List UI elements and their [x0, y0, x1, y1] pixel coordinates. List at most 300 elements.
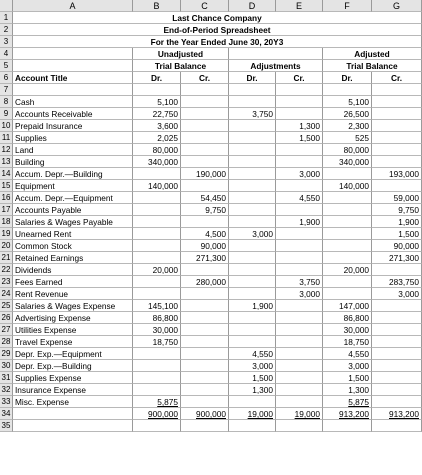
adj-cr[interactable] — [276, 108, 323, 120]
adj-cr[interactable] — [276, 360, 323, 372]
unadj-cr[interactable] — [181, 336, 229, 348]
atb-cr[interactable] — [372, 108, 422, 120]
account-row — [0, 180, 422, 192]
adj-dr[interactable]: 1,900 — [229, 300, 276, 312]
account-title[interactable]: Prepaid Insurance — [13, 120, 133, 132]
totals-row — [0, 408, 422, 420]
unadj-dr[interactable]: 3,600 — [133, 120, 181, 132]
sheet-row — [0, 420, 422, 432]
atb-dr[interactable] — [323, 192, 372, 204]
account-title[interactable]: Accum. Depr.—Equipment — [13, 192, 133, 204]
unadj-cr[interactable]: 271,300 — [181, 252, 229, 264]
unadj-cr[interactable] — [181, 108, 229, 120]
cell[interactable] — [133, 84, 181, 96]
row-number[interactable]: 27 — [0, 324, 13, 336]
account-title[interactable]: Equipment — [13, 180, 133, 192]
unadj-dr[interactable]: 18,750 — [133, 336, 181, 348]
unadj-dr[interactable] — [133, 168, 181, 180]
account-title[interactable]: Advertising Expense — [13, 312, 133, 324]
cell[interactable] — [181, 84, 229, 96]
adj-cr[interactable] — [276, 156, 323, 168]
account-title[interactable]: Salaries & Wages Payable — [13, 216, 133, 228]
cr-header[interactable]: Cr. — [372, 72, 422, 84]
cell[interactable] — [13, 420, 133, 432]
atb-dr[interactable] — [323, 240, 372, 252]
atb-dr[interactable] — [323, 168, 372, 180]
cell[interactable] — [372, 420, 422, 432]
total-atb-dr[interactable]: 913,200 — [323, 408, 372, 420]
total-adj-cr[interactable]: 19,000 — [276, 408, 323, 420]
unadj-cr[interactable] — [181, 300, 229, 312]
atb-cr[interactable] — [372, 336, 422, 348]
row-number[interactable]: 33 — [0, 396, 13, 408]
cell[interactable] — [323, 84, 372, 96]
account-row — [0, 360, 422, 372]
atb-cr[interactable] — [372, 372, 422, 384]
atb-dr[interactable]: 5,100 — [323, 96, 372, 108]
account-row — [0, 348, 422, 360]
account-row — [0, 108, 422, 120]
total-unadj-dr[interactable]: 900,000 — [133, 408, 181, 420]
unadj-dr[interactable]: 20,000 — [133, 264, 181, 276]
row-number[interactable]: 6 — [0, 72, 13, 84]
total-adj-dr[interactable]: 19,000 — [229, 408, 276, 420]
row-number[interactable]: 26 — [0, 312, 13, 324]
unadj-cr[interactable] — [181, 384, 229, 396]
sheet-row — [0, 12, 422, 24]
unadj-cr[interactable] — [181, 216, 229, 228]
atb-cr[interactable] — [372, 384, 422, 396]
row-number[interactable]: 31 — [0, 372, 13, 384]
adj-cr[interactable] — [276, 348, 323, 360]
adj-cr[interactable] — [276, 240, 323, 252]
adj-cr[interactable]: 1,300 — [276, 120, 323, 132]
account-row — [0, 132, 422, 144]
adj-dr[interactable] — [229, 204, 276, 216]
atb-cr[interactable] — [372, 312, 422, 324]
account-title[interactable]: Supplies — [13, 132, 133, 144]
column-header-b[interactable]: B — [133, 0, 181, 12]
cell[interactable] — [229, 84, 276, 96]
row-number[interactable]: 29 — [0, 348, 13, 360]
atb-dr[interactable]: 86,800 — [323, 312, 372, 324]
cell[interactable] — [181, 420, 229, 432]
adj-cr[interactable] — [276, 384, 323, 396]
atb-dr[interactable]: 140,000 — [323, 180, 372, 192]
adj-dr[interactable] — [229, 396, 276, 408]
unadj-cr[interactable]: 54,450 — [181, 192, 229, 204]
row-number[interactable]: 20 — [0, 240, 13, 252]
atb-dr[interactable] — [323, 252, 372, 264]
account-title[interactable]: Accum. Depr.—Building — [13, 168, 133, 180]
atb-cr[interactable] — [372, 156, 422, 168]
cell[interactable] — [276, 420, 323, 432]
unadj-dr[interactable]: 80,000 — [133, 144, 181, 156]
account-title[interactable]: Insurance Expense — [13, 384, 133, 396]
account-title[interactable]: Fees Earned — [13, 276, 133, 288]
cell[interactable] — [13, 408, 133, 420]
unadj-dr[interactable] — [133, 204, 181, 216]
adj-dr[interactable]: 3,750 — [229, 108, 276, 120]
atb-dr[interactable]: 4,550 — [323, 348, 372, 360]
unadj-dr[interactable]: 86,800 — [133, 312, 181, 324]
row-number[interactable]: 10 — [0, 120, 13, 132]
column-header-a[interactable]: A — [13, 0, 133, 12]
account-title[interactable]: Accounts Receivable — [13, 108, 133, 120]
row-number[interactable]: 17 — [0, 204, 13, 216]
atb-cr[interactable]: 283,750 — [372, 276, 422, 288]
unadj-dr[interactable] — [133, 384, 181, 396]
column-header-c[interactable]: C — [181, 0, 229, 12]
unadj-dr[interactable] — [133, 252, 181, 264]
adj-dr[interactable] — [229, 276, 276, 288]
row-number[interactable]: 21 — [0, 252, 13, 264]
column-header-row — [0, 0, 422, 12]
adj-dr[interactable] — [229, 264, 276, 276]
unadj-dr[interactable] — [133, 360, 181, 372]
adj-dr[interactable] — [229, 312, 276, 324]
cell[interactable] — [13, 48, 133, 60]
account-row — [0, 192, 422, 204]
account-row — [0, 312, 422, 324]
company-name[interactable]: Last Chance Company — [13, 12, 422, 24]
adj-cr[interactable] — [276, 372, 323, 384]
atb-cr[interactable] — [372, 360, 422, 372]
account-title[interactable]: Salaries & Wages Expense — [13, 300, 133, 312]
unadj-cr[interactable] — [181, 360, 229, 372]
period-line[interactable]: For the Year Ended June 30, 20Y3 — [13, 36, 422, 48]
sheet-row — [0, 84, 422, 96]
unadj-cr[interactable] — [181, 372, 229, 384]
account-row — [0, 156, 422, 168]
atb-dr[interactable]: 3,000 — [323, 360, 372, 372]
unadj-dr[interactable]: 22,750 — [133, 108, 181, 120]
row-number[interactable]: 35 — [0, 420, 13, 432]
account-title[interactable]: Land — [13, 144, 133, 156]
row-number[interactable]: 12 — [0, 144, 13, 156]
adj-dr[interactable] — [229, 336, 276, 348]
atb-cr[interactable] — [372, 96, 422, 108]
column-header-f[interactable]: F — [323, 0, 372, 12]
unadj-cr[interactable] — [181, 120, 229, 132]
dr-header[interactable]: Dr. — [229, 72, 276, 84]
row-number[interactable]: 14 — [0, 168, 13, 180]
account-title-header[interactable]: Account Title — [13, 72, 133, 84]
account-row — [0, 252, 422, 264]
atb-dr[interactable]: 147,000 — [323, 300, 372, 312]
row-number[interactable]: 32 — [0, 384, 13, 396]
account-title[interactable]: Dividends — [13, 264, 133, 276]
adj-cr[interactable] — [276, 204, 323, 216]
cr-header[interactable]: Cr. — [181, 72, 229, 84]
atb-cr[interactable] — [372, 132, 422, 144]
atb-cr[interactable] — [372, 120, 422, 132]
adj-dr[interactable] — [229, 240, 276, 252]
unadj-cr[interactable] — [181, 324, 229, 336]
account-title[interactable]: Depr. Exp.—Equipment — [13, 348, 133, 360]
adj-dr[interactable] — [229, 288, 276, 300]
atb-dr[interactable] — [323, 216, 372, 228]
row-number[interactable]: 24 — [0, 288, 13, 300]
adj-dr[interactable]: 3,000 — [229, 228, 276, 240]
atb-cr[interactable] — [372, 324, 422, 336]
adj-cr[interactable] — [276, 180, 323, 192]
account-row — [0, 96, 422, 108]
sheet-row — [0, 36, 422, 48]
account-row — [0, 204, 422, 216]
row-number[interactable]: 16 — [0, 192, 13, 204]
atb-cr[interactable]: 1,500 — [372, 228, 422, 240]
adj-cr[interactable] — [276, 252, 323, 264]
account-title[interactable]: Retained Earnings — [13, 252, 133, 264]
adj-cr[interactable] — [276, 312, 323, 324]
adj-dr[interactable] — [229, 180, 276, 192]
unadj-cr[interactable]: 190,000 — [181, 168, 229, 180]
adjustments-header[interactable]: Adjustments — [229, 60, 323, 72]
atb-dr[interactable]: 20,000 — [323, 264, 372, 276]
adj-dr[interactable]: 4,550 — [229, 348, 276, 360]
account-title[interactable]: Supplies Expense — [13, 372, 133, 384]
row-number[interactable]: 2 — [0, 24, 13, 36]
row-number[interactable]: 1 — [0, 12, 13, 24]
account-row — [0, 372, 422, 384]
adj-dr[interactable] — [229, 132, 276, 144]
account-row — [0, 288, 422, 300]
unadj-dr[interactable]: 2,025 — [133, 132, 181, 144]
atb-cr[interactable]: 193,000 — [372, 168, 422, 180]
dr-header[interactable]: Dr. — [323, 72, 372, 84]
adj-cr[interactable] — [276, 264, 323, 276]
account-row — [0, 264, 422, 276]
row-number[interactable]: 11 — [0, 132, 13, 144]
atb-cr[interactable] — [372, 144, 422, 156]
adj-dr[interactable] — [229, 120, 276, 132]
unadj-cr[interactable]: 9,750 — [181, 204, 229, 216]
atb-dr[interactable]: 1,500 — [323, 372, 372, 384]
column-header-e[interactable]: E — [276, 0, 323, 12]
unadj-dr[interactable] — [133, 288, 181, 300]
row-number[interactable]: 23 — [0, 276, 13, 288]
adj-cr[interactable]: 1,900 — [276, 216, 323, 228]
account-title[interactable]: Common Stock — [13, 240, 133, 252]
adj-cr[interactable]: 4,550 — [276, 192, 323, 204]
adjusted-header[interactable]: Adjusted — [323, 48, 422, 60]
account-row — [0, 324, 422, 336]
account-title[interactable]: Rent Revenue — [13, 288, 133, 300]
unadj-dr[interactable]: 5,100 — [133, 96, 181, 108]
row-number[interactable]: 5 — [0, 60, 13, 72]
adj-dr[interactable]: 3,000 — [229, 360, 276, 372]
account-title[interactable]: Depr. Exp.—Building — [13, 360, 133, 372]
dr-header[interactable]: Dr. — [133, 72, 181, 84]
unadj-dr[interactable]: 30,000 — [133, 324, 181, 336]
unadj-dr[interactable] — [133, 276, 181, 288]
row-number[interactable]: 28 — [0, 336, 13, 348]
account-row — [0, 276, 422, 288]
atb-cr[interactable] — [372, 300, 422, 312]
row-number[interactable]: 9 — [0, 108, 13, 120]
unadj-cr[interactable] — [181, 312, 229, 324]
sheet-row — [0, 48, 422, 60]
unadj-dr[interactable] — [133, 240, 181, 252]
account-row — [0, 240, 422, 252]
atb-cr[interactable]: 9,750 — [372, 204, 422, 216]
unadj-cr[interactable] — [181, 288, 229, 300]
row-number[interactable]: 30 — [0, 360, 13, 372]
adj-dr[interactable] — [229, 156, 276, 168]
atb-cr[interactable]: 271,300 — [372, 252, 422, 264]
account-row — [0, 384, 422, 396]
adj-cr[interactable] — [276, 396, 323, 408]
account-row — [0, 216, 422, 228]
account-row — [0, 228, 422, 240]
atb-dr[interactable]: 18,750 — [323, 336, 372, 348]
unadj-cr[interactable] — [181, 96, 229, 108]
unadj-cr[interactable] — [181, 348, 229, 360]
atb-dr[interactable]: 525 — [323, 132, 372, 144]
adj-cr[interactable] — [276, 336, 323, 348]
account-row — [0, 168, 422, 180]
adj-cr[interactable] — [276, 96, 323, 108]
account-row — [0, 300, 422, 312]
atb-dr[interactable]: 26,500 — [323, 108, 372, 120]
unadj-cr[interactable] — [181, 180, 229, 192]
account-row — [0, 120, 422, 132]
account-row — [0, 144, 422, 156]
account-row — [0, 336, 422, 348]
cell[interactable] — [133, 420, 181, 432]
account-title[interactable]: Utilities Expense — [13, 324, 133, 336]
row-number[interactable]: 18 — [0, 216, 13, 228]
cell[interactable] — [229, 420, 276, 432]
unadj-cr[interactable]: 280,000 — [181, 276, 229, 288]
adj-cr[interactable]: 3,000 — [276, 288, 323, 300]
row-number[interactable]: 8 — [0, 96, 13, 108]
unadjusted-trial-balance-header[interactable]: Trial Balance — [133, 60, 229, 72]
atb-cr[interactable]: 90,000 — [372, 240, 422, 252]
column-header-d[interactable]: D — [229, 0, 276, 12]
adj-dr[interactable] — [229, 96, 276, 108]
row-number[interactable]: 25 — [0, 300, 13, 312]
adj-dr[interactable]: 1,300 — [229, 384, 276, 396]
cell[interactable] — [276, 84, 323, 96]
adj-dr[interactable] — [229, 252, 276, 264]
row-number[interactable]: 3 — [0, 36, 13, 48]
cell[interactable] — [13, 60, 133, 72]
unadj-dr[interactable]: 140,000 — [133, 180, 181, 192]
atb-cr[interactable] — [372, 396, 422, 408]
atb-cr[interactable] — [372, 180, 422, 192]
unadj-dr[interactable]: 340,000 — [133, 156, 181, 168]
account-title[interactable]: Cash — [13, 96, 133, 108]
atb-dr[interactable] — [323, 288, 372, 300]
cr-header[interactable]: Cr. — [276, 72, 323, 84]
unadj-dr[interactable]: 5,875 — [133, 396, 181, 408]
row-number[interactable]: 13 — [0, 156, 13, 168]
unadj-dr[interactable] — [133, 348, 181, 360]
adj-cr[interactable]: 3,000 — [276, 168, 323, 180]
adj-dr[interactable] — [229, 324, 276, 336]
unadj-cr[interactable]: 90,000 — [181, 240, 229, 252]
atb-cr[interactable] — [372, 264, 422, 276]
account-title[interactable]: Building — [13, 156, 133, 168]
atb-dr[interactable]: 1,300 — [323, 384, 372, 396]
unadj-cr[interactable] — [181, 156, 229, 168]
account-title[interactable]: Unearned Rent — [13, 228, 133, 240]
unadjusted-header[interactable]: Unadjusted — [133, 48, 229, 60]
unadj-dr[interactable]: 145,100 — [133, 300, 181, 312]
atb-dr[interactable]: 80,000 — [323, 144, 372, 156]
adj-cr[interactable] — [276, 228, 323, 240]
account-title[interactable]: Misc. Expense — [13, 396, 133, 408]
adj-dr[interactable] — [229, 168, 276, 180]
adj-cr[interactable] — [276, 324, 323, 336]
unadj-dr[interactable] — [133, 192, 181, 204]
atb-cr[interactable]: 1,900 — [372, 216, 422, 228]
atb-dr[interactable]: 5,875 — [323, 396, 372, 408]
atb-dr[interactable] — [323, 204, 372, 216]
atb-cr[interactable]: 59,000 — [372, 192, 422, 204]
adj-cr[interactable] — [276, 300, 323, 312]
unadj-cr[interactable] — [181, 132, 229, 144]
unadj-cr[interactable] — [181, 144, 229, 156]
cell[interactable] — [13, 84, 133, 96]
sheet-title[interactable]: End-of-Period Spreadsheet — [13, 24, 422, 36]
unadj-cr[interactable] — [181, 396, 229, 408]
column-header-g[interactable]: G — [372, 0, 422, 12]
row-number[interactable]: 34 — [0, 408, 13, 420]
row-number[interactable]: 19 — [0, 228, 13, 240]
cell[interactable] — [323, 420, 372, 432]
row-number[interactable]: 4 — [0, 48, 13, 60]
atb-cr[interactable]: 3,000 — [372, 288, 422, 300]
adj-dr[interactable] — [229, 192, 276, 204]
account-title[interactable]: Accounts Payable — [13, 204, 133, 216]
adjusted-trial-balance-header[interactable]: Trial Balance — [323, 60, 422, 72]
atb-cr[interactable] — [372, 348, 422, 360]
atb-dr[interactable]: 2,300 — [323, 120, 372, 132]
unadj-dr[interactable] — [133, 228, 181, 240]
sheet-row — [0, 72, 422, 84]
adj-cr[interactable]: 3,750 — [276, 276, 323, 288]
atb-dr[interactable]: 340,000 — [323, 156, 372, 168]
adj-cr[interactable] — [276, 144, 323, 156]
atb-dr[interactable] — [323, 228, 372, 240]
cell[interactable] — [372, 84, 422, 96]
adj-dr[interactable] — [229, 216, 276, 228]
account-title[interactable]: Travel Expense — [13, 336, 133, 348]
unadj-dr[interactable] — [133, 216, 181, 228]
sheet-row — [0, 60, 422, 72]
unadj-cr[interactable]: 4,500 — [181, 228, 229, 240]
unadj-dr[interactable] — [133, 372, 181, 384]
unadj-cr[interactable] — [181, 264, 229, 276]
adj-cr[interactable]: 1,500 — [276, 132, 323, 144]
total-unadj-cr[interactable]: 900,000 — [181, 408, 229, 420]
atb-dr[interactable] — [323, 276, 372, 288]
adj-dr[interactable] — [229, 144, 276, 156]
atb-dr[interactable]: 30,000 — [323, 324, 372, 336]
adj-dr[interactable]: 1,500 — [229, 372, 276, 384]
row-number[interactable]: 15 — [0, 180, 13, 192]
cell[interactable] — [229, 48, 323, 60]
row-number[interactable]: 22 — [0, 264, 13, 276]
row-number[interactable]: 7 — [0, 84, 13, 96]
account-row — [0, 396, 422, 408]
select-all-corner[interactable] — [0, 0, 13, 12]
sheet-row — [0, 24, 422, 36]
total-atb-cr[interactable]: 913,200 — [372, 408, 422, 420]
